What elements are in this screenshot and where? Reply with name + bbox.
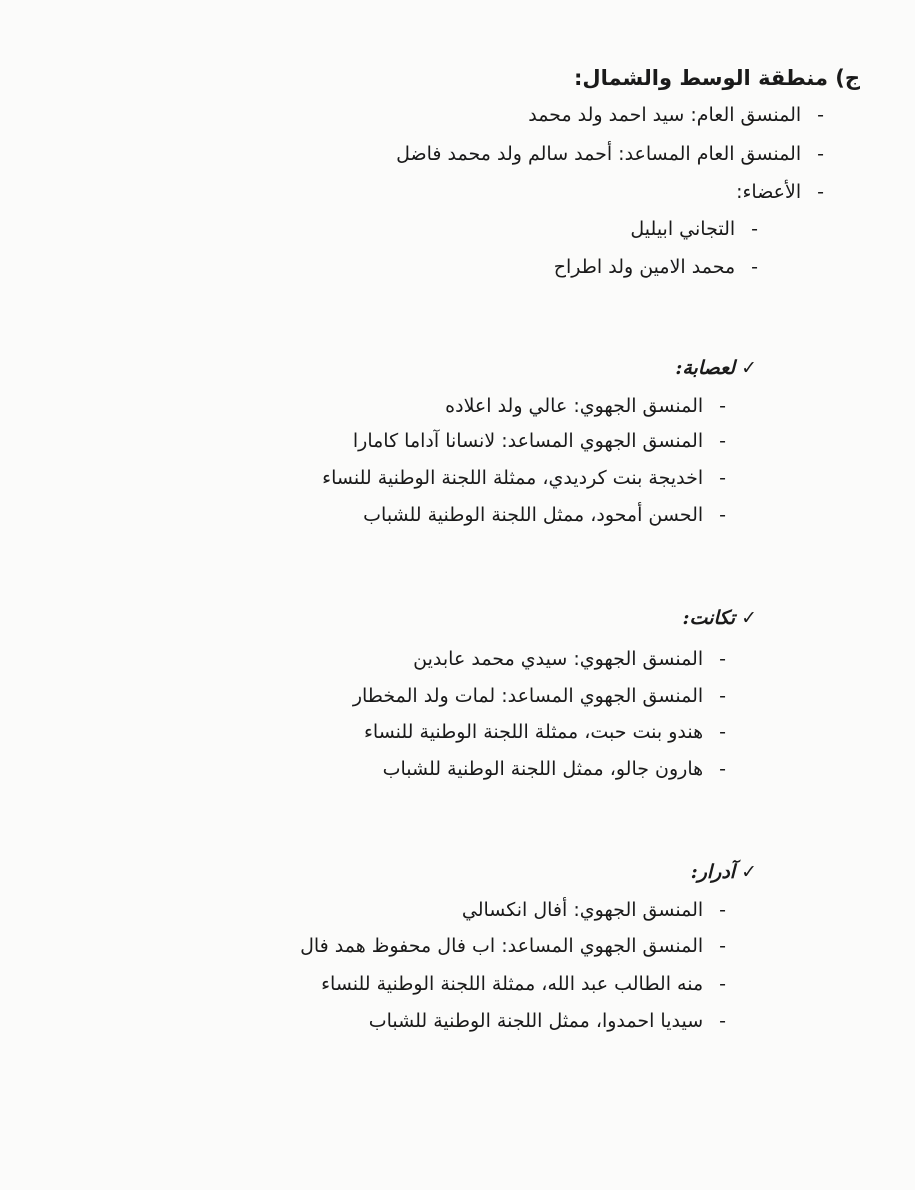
list-item xyxy=(300,934,726,958)
list-item-text: هارون جالو، ممثل اللجنة الوطنية للشباب xyxy=(382,758,704,780)
list-item-text: المنسق العام: سيد احمد ولد محمد xyxy=(528,104,802,126)
member-name: التجاني ابيليل xyxy=(630,218,736,240)
list-item-text: المنسق العام المساعد: أحمد سالم ولد محمد فاضل xyxy=(396,143,802,165)
dash-bullet: - xyxy=(719,504,726,526)
list-item xyxy=(353,684,726,708)
dash-bullet: - xyxy=(817,143,824,165)
list-item xyxy=(353,429,726,453)
dash-bullet: - xyxy=(719,1010,726,1032)
section-heading: ج) منطقة الوسط والشمال: xyxy=(573,66,860,90)
checkmark-icon: ✓ xyxy=(741,607,757,629)
dash-bullet: - xyxy=(719,467,726,489)
dash-bullet: - xyxy=(817,104,824,126)
list-item-text: المنسق الجهوي: عالي ولد اعلاده xyxy=(445,395,704,417)
list-item xyxy=(736,180,824,204)
dash-bullet: - xyxy=(719,395,726,417)
list-item-text: الحسن أمحود، ممثل اللجنة الوطنية للشباب xyxy=(363,504,704,526)
list-item xyxy=(413,647,726,671)
region-title: تكانت: xyxy=(682,607,736,629)
list-item-text: المنسق الجهوي المساعد: اب فال محفوظ همد فال xyxy=(300,935,704,957)
dash-bullet: - xyxy=(719,430,726,452)
list-item-text: المنسق الجهوي المساعد: لانسانا آداما كامارا xyxy=(352,430,704,452)
dash-bullet: - xyxy=(719,935,726,957)
list-item xyxy=(322,466,726,490)
list-item xyxy=(369,1009,726,1033)
member-item xyxy=(630,217,758,241)
dash-bullet: - xyxy=(719,973,726,995)
dash-bullet: - xyxy=(719,648,726,670)
checkmark-icon: ✓ xyxy=(741,357,757,379)
list-item xyxy=(462,898,726,922)
region-heading-adrar xyxy=(691,861,757,883)
list-item xyxy=(321,972,726,996)
dash-bullet: - xyxy=(817,181,824,203)
list-item xyxy=(364,720,726,744)
list-item-text: المنسق الجهوي المساعد: لمات ولد المخطار xyxy=(352,685,704,707)
list-item xyxy=(528,103,824,127)
dash-bullet: - xyxy=(719,899,726,921)
list-item xyxy=(396,142,824,166)
list-item-text: المنسق الجهوي: أفال انكسالي xyxy=(461,899,704,921)
region-heading-tagant xyxy=(683,607,757,629)
list-item-text: اخديجة بنت كرديدي، ممثلة اللجنة الوطنية للنساء xyxy=(322,467,704,489)
list-item-text: الأعضاء: xyxy=(736,181,802,203)
checkmark-icon: ✓ xyxy=(741,861,757,883)
dash-bullet: - xyxy=(719,758,726,780)
list-item xyxy=(363,503,726,527)
region-title: آدرار: xyxy=(690,861,736,883)
list-item-text: سيديا احمدوا، ممثل اللجنة الوطنية للشباب xyxy=(368,1010,704,1032)
member-item xyxy=(554,255,758,279)
dash-bullet: - xyxy=(751,218,758,240)
list-item-text: منه الطالب عبد الله، ممثلة اللجنة الوطنية للنساء xyxy=(321,973,704,995)
list-item xyxy=(445,394,726,418)
dash-bullet: - xyxy=(751,256,758,278)
dash-bullet: - xyxy=(719,685,726,707)
member-name: محمد الامين ولد اطراح xyxy=(553,256,736,278)
list-item-text: المنسق الجهوي: سيدي محمد عابدين xyxy=(413,648,704,670)
region-title: لعصابة: xyxy=(675,357,736,379)
list-item xyxy=(383,757,726,781)
region-heading-assaba xyxy=(675,357,757,379)
dash-bullet: - xyxy=(719,721,726,743)
list-item-text: هندو بنت حبت، ممثلة اللجنة الوطنية للنساء xyxy=(363,721,704,743)
